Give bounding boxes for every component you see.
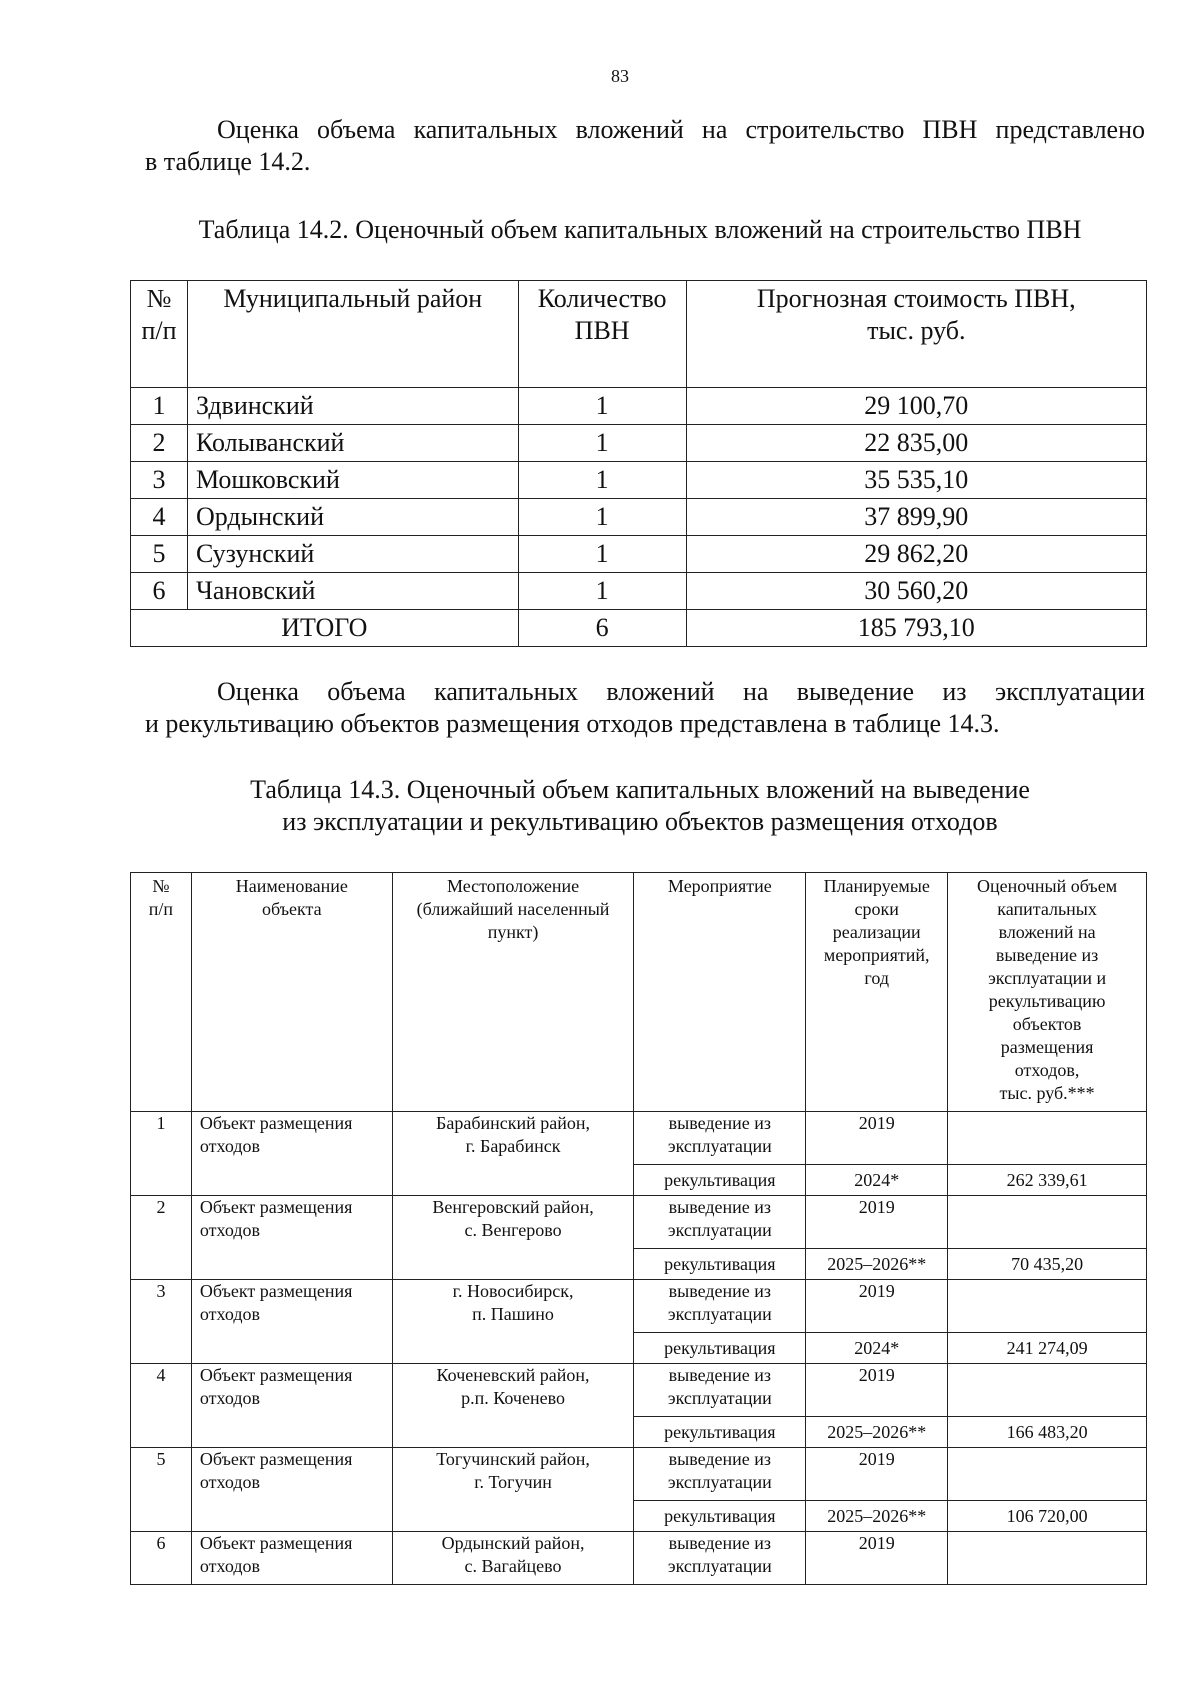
row-event: рекультивация bbox=[634, 1501, 806, 1532]
row-location: Тогучинский район, г. Тогучин bbox=[392, 1448, 634, 1532]
table-header-row bbox=[131, 281, 1147, 388]
row-event: рекультивация bbox=[634, 1165, 806, 1196]
row-year: 2024* bbox=[806, 1333, 948, 1364]
row-number: 5 bbox=[131, 1448, 192, 1532]
row-year: 2019 bbox=[806, 1364, 948, 1417]
row-cost: 37 899,90 bbox=[686, 499, 1146, 536]
row-number: 1 bbox=[131, 1112, 192, 1196]
row-year: 2019 bbox=[806, 1532, 948, 1585]
row-location: Барабинский район, г. Барабинск bbox=[392, 1112, 634, 1196]
row-cost bbox=[948, 1364, 1147, 1417]
row-cost: 29 100,70 bbox=[686, 388, 1146, 425]
row-object-name: Объект размещения отходов bbox=[191, 1112, 392, 1196]
table-row bbox=[131, 499, 1147, 536]
row-cost bbox=[948, 1280, 1147, 1333]
total-count: 6 bbox=[518, 610, 686, 647]
row-event: выведение из эксплуатации bbox=[634, 1448, 806, 1501]
row-district: Чановский bbox=[187, 573, 518, 610]
row-event: рекультивация bbox=[634, 1417, 806, 1448]
row-number: 2 bbox=[131, 1196, 192, 1280]
intro-paragraph-2 bbox=[145, 676, 1145, 740]
row-object-name: Объект размещения отходов bbox=[191, 1532, 392, 1585]
table-header-row bbox=[131, 873, 1147, 1112]
row-count: 1 bbox=[518, 425, 686, 462]
row-number: 6 bbox=[131, 1532, 192, 1585]
row-location: г. Новосибирск, п. Пашино bbox=[392, 1280, 634, 1364]
header-number: № п/п bbox=[131, 281, 188, 388]
table-row bbox=[131, 1364, 1147, 1417]
table-row bbox=[131, 1112, 1147, 1165]
table-row bbox=[131, 536, 1147, 573]
row-number: 1 bbox=[131, 388, 188, 425]
table-row bbox=[131, 388, 1147, 425]
header-investment: Оценочный объем капитальных вложений на выведение из эксплуатации и рекультивацию объектов размещения отходов, тыс. руб.*** bbox=[948, 873, 1147, 1112]
row-number: 2 bbox=[131, 425, 188, 462]
intro-1-line-2: в таблице 14.2. bbox=[145, 147, 311, 176]
table-row bbox=[131, 1448, 1147, 1501]
row-cost: 106 720,00 bbox=[948, 1501, 1147, 1532]
row-count: 1 bbox=[518, 573, 686, 610]
row-event: выведение из эксплуатации bbox=[634, 1364, 806, 1417]
header-timeline: Планируемые сроки реализации мероприятий, год bbox=[806, 873, 948, 1112]
row-number: 6 bbox=[131, 573, 188, 610]
row-year: 2025–2026** bbox=[806, 1249, 948, 1280]
row-year: 2019 bbox=[806, 1196, 948, 1249]
header-district: Муниципальный район bbox=[187, 281, 518, 388]
row-year: 2024* bbox=[806, 1165, 948, 1196]
row-year: 2019 bbox=[806, 1280, 948, 1333]
page-number: 83 bbox=[611, 66, 629, 86]
row-object-name: Объект размещения отходов bbox=[191, 1280, 392, 1364]
row-year: 2025–2026** bbox=[806, 1501, 948, 1532]
row-district: Здвинский bbox=[187, 388, 518, 425]
row-cost: 241 274,09 bbox=[948, 1333, 1147, 1364]
row-cost bbox=[948, 1112, 1147, 1165]
row-event: выведение из эксплуатации bbox=[634, 1280, 806, 1333]
row-year: 2025–2026** bbox=[806, 1417, 948, 1448]
table-14-3-caption-line-2: из эксплуатации и рекультивацию объектов размещения отходов bbox=[282, 807, 998, 836]
row-number: 4 bbox=[131, 1364, 192, 1448]
header-location: Местоположение (ближайший населенный пункт) bbox=[392, 873, 634, 1112]
row-location: Венгеровский район, с. Венгерово bbox=[392, 1196, 634, 1280]
intro-2-line-2: и рекультивацию объектов размещения отходов представлена в таблице 14.3. bbox=[145, 709, 1000, 738]
row-count: 1 bbox=[518, 388, 686, 425]
total-label: ИТОГО bbox=[131, 610, 519, 647]
row-cost bbox=[948, 1532, 1147, 1585]
intro-paragraph-1 bbox=[145, 114, 1145, 178]
table-14-3-caption bbox=[130, 774, 1150, 838]
row-event: рекультивация bbox=[634, 1333, 806, 1364]
table-row bbox=[131, 1280, 1147, 1333]
row-district: Ордынский bbox=[187, 499, 518, 536]
total-row bbox=[131, 610, 1147, 647]
table-14-2-caption: Таблица 14.2. Оценочный объем капитальных вложений на строительство ПВН bbox=[198, 215, 1082, 244]
row-cost: 166 483,20 bbox=[948, 1417, 1147, 1448]
row-cost: 29 862,20 bbox=[686, 536, 1146, 573]
intro-1-line-1: Оценка объема капитальных вложений на строительство ПВН представлено bbox=[217, 115, 1145, 144]
row-object-name: Объект размещения отходов bbox=[191, 1196, 392, 1280]
row-cost: 262 339,61 bbox=[948, 1165, 1147, 1196]
row-district: Сузунский bbox=[187, 536, 518, 573]
row-cost: 35 535,10 bbox=[686, 462, 1146, 499]
row-number: 5 bbox=[131, 536, 188, 573]
table-row bbox=[131, 1196, 1147, 1249]
header-cost: Прогнозная стоимость ПВН, тыс. руб. bbox=[686, 281, 1146, 388]
intro-2-line-1: Оценка объема капитальных вложений на выведение из эксплуатации bbox=[217, 677, 1145, 706]
row-cost: 70 435,20 bbox=[948, 1249, 1147, 1280]
table-row bbox=[131, 1532, 1147, 1585]
row-event: выведение из эксплуатации bbox=[634, 1112, 806, 1165]
row-district: Колыванский bbox=[187, 425, 518, 462]
row-count: 1 bbox=[518, 499, 686, 536]
table-14-3 bbox=[130, 872, 1147, 1585]
table-row bbox=[131, 425, 1147, 462]
row-event: выведение из эксплуатации bbox=[634, 1532, 806, 1585]
row-cost: 30 560,20 bbox=[686, 573, 1146, 610]
table-row bbox=[131, 462, 1147, 499]
table-14-2 bbox=[130, 280, 1147, 647]
row-cost: 22 835,00 bbox=[686, 425, 1146, 462]
row-location: Ордынский район, с. Вагайцево bbox=[392, 1532, 634, 1585]
row-number: 3 bbox=[131, 462, 188, 499]
row-count: 1 bbox=[518, 462, 686, 499]
row-count: 1 bbox=[518, 536, 686, 573]
row-number: 3 bbox=[131, 1280, 192, 1364]
total-cost: 185 793,10 bbox=[686, 610, 1146, 647]
header-object-name: Наименование объекта bbox=[191, 873, 392, 1112]
row-location: Коченевский район, р.п. Коченево bbox=[392, 1364, 634, 1448]
row-event: рекультивация bbox=[634, 1249, 806, 1280]
header-count: Количество ПВН bbox=[518, 281, 686, 388]
row-year: 2019 bbox=[806, 1448, 948, 1501]
table-14-3-caption-line-1: Таблица 14.3. Оценочный объем капитальных вложений на выведение bbox=[250, 775, 1030, 804]
row-year: 2019 bbox=[806, 1112, 948, 1165]
header-event: Мероприятие bbox=[634, 873, 806, 1112]
header-number: № п/п bbox=[131, 873, 192, 1112]
table-row bbox=[131, 573, 1147, 610]
row-number: 4 bbox=[131, 499, 188, 536]
row-event: выведение из эксплуатации bbox=[634, 1196, 806, 1249]
row-district: Мошковский bbox=[187, 462, 518, 499]
row-object-name: Объект размещения отходов bbox=[191, 1364, 392, 1448]
row-object-name: Объект размещения отходов bbox=[191, 1448, 392, 1532]
row-cost bbox=[948, 1196, 1147, 1249]
row-cost bbox=[948, 1448, 1147, 1501]
